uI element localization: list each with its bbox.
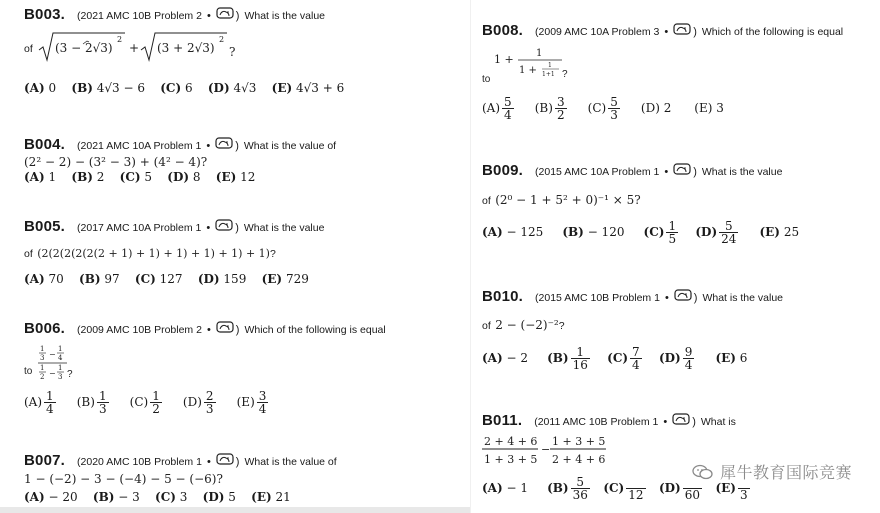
to-label: to	[482, 74, 491, 85]
problem-header	[24, 136, 464, 153]
answer-choices	[24, 390, 270, 415]
choice-numerator: 1	[571, 346, 590, 359]
choice-numerator: 1	[98, 389, 107, 403]
choice-label: (E)	[715, 351, 736, 365]
of-label: of	[24, 248, 33, 260]
svg-text:1: 1	[548, 62, 552, 69]
choice-label: (E)	[236, 395, 255, 409]
problem-header	[482, 412, 877, 429]
question-text: What is the value	[243, 222, 325, 234]
svg-text:(3 + 2√3): (3 + 2√3)	[157, 41, 215, 55]
svg-text:(3 − 2√3): (3 − 2√3)	[55, 41, 113, 55]
svg-text:3: 3	[40, 354, 45, 362]
choice-numerator: 3	[258, 389, 267, 403]
elephant-icon	[215, 219, 233, 231]
choice-label: (B)	[547, 351, 569, 365]
choice-label: (C)	[160, 81, 182, 95]
svg-text:1: 1	[58, 345, 63, 353]
choice-label: (E)	[271, 81, 293, 95]
choice-label: (C)	[134, 272, 156, 286]
close-paren: )	[693, 166, 697, 178]
svg-text:2: 2	[219, 35, 225, 44]
expression: 1 − (−2) − 3 − (−4) − 5 − (−6)?	[24, 472, 223, 486]
choice-label: (A)	[482, 101, 501, 115]
choice-value: 25	[783, 225, 800, 239]
answer-choices	[482, 220, 799, 245]
choice-label: (B)	[79, 272, 101, 286]
close-paren: )	[693, 26, 697, 38]
choice-denominator: 36	[572, 488, 588, 502]
choice-value: 0	[48, 81, 57, 95]
svg-text:1: 1	[40, 345, 45, 353]
svg-text:−: −	[49, 350, 56, 359]
watermark-text: 犀牛教育国际竞赛	[719, 465, 852, 482]
problem-source: (2015 AMC 10A Problem 1	[535, 166, 660, 178]
question-text: What is the value	[244, 10, 326, 22]
choice-denominator: 60	[684, 488, 701, 502]
choice-label: (D)	[658, 481, 681, 495]
svg-text:2: 2	[117, 35, 123, 44]
problem-b006	[24, 320, 464, 430]
expression: (2⁰ − 1 + 5² + 0)⁻¹ × 5?	[495, 193, 641, 207]
problem-header	[24, 320, 464, 337]
choice-denominator: 24	[721, 232, 737, 246]
fraction-difference	[482, 432, 612, 470]
watermark	[692, 460, 852, 483]
answer-choices	[24, 272, 309, 286]
answer-choices	[24, 490, 291, 504]
bottom-bar	[0, 507, 470, 513]
choice-numerator: 5	[571, 476, 590, 489]
expression-row	[482, 316, 565, 334]
close-paren: )	[235, 222, 239, 234]
choice-value: 4√3	[233, 81, 257, 95]
choice-label: (B)	[76, 395, 95, 409]
problem-code: B009.	[482, 162, 524, 179]
choice-value: 4√3 + 6	[296, 81, 345, 95]
expression: (2(2(2(2(2(2 + 1) + 1) + 1) + 1) + 1) + 1)	[37, 247, 270, 260]
wechat-icon	[692, 464, 714, 480]
choice-value: 2	[663, 101, 672, 115]
elephant-icon	[673, 23, 691, 35]
choice-label: (B)	[71, 81, 93, 95]
choice-label: (C)	[129, 395, 149, 409]
answer-choices	[482, 346, 747, 371]
bullet: •	[206, 10, 211, 22]
elephant-icon	[215, 137, 233, 149]
column-divider	[470, 0, 471, 513]
choice-label: (A)	[24, 272, 45, 286]
svg-text:1 + 3 + 5: 1 + 3 + 5	[552, 435, 606, 448]
question-text: What is the value of	[243, 140, 337, 152]
choice-value: 12	[240, 170, 256, 184]
choice-label: (B)	[71, 170, 93, 184]
choice-value: 159	[223, 272, 247, 286]
expression-row	[24, 30, 237, 64]
compound-fraction	[24, 342, 114, 382]
svg-text:1 +: 1 +	[494, 53, 514, 66]
choice-denominator: 3	[98, 402, 107, 416]
choice-value: − 125	[506, 225, 544, 239]
choice-numerator: 5	[504, 95, 512, 109]
choice-denominator: 4	[632, 358, 640, 372]
elephant-icon	[216, 7, 234, 19]
choice-numerator: 5	[610, 95, 618, 109]
svg-text:3: 3	[58, 373, 63, 381]
answer-choices	[24, 170, 255, 184]
svg-text:1: 1	[536, 48, 543, 59]
bullet: •	[664, 166, 669, 178]
svg-text:1 + 3 + 5: 1 + 3 + 5	[484, 453, 538, 466]
choice-value: 3	[179, 490, 188, 504]
choice-denominator: 4	[504, 108, 512, 122]
choice-label: (A)	[24, 170, 45, 184]
of-label: of	[482, 320, 491, 332]
elephant-icon	[674, 289, 692, 301]
problem-b007	[24, 452, 464, 508]
question-text: What is the value	[702, 292, 784, 304]
svg-text:1 +: 1 +	[519, 65, 537, 76]
choice-value: 97	[104, 272, 120, 286]
choice-label: (E)	[251, 490, 272, 504]
problem-source: (2021 AMC 10A Problem 1	[77, 140, 202, 152]
bullet: •	[206, 456, 211, 468]
question-mark: ?	[269, 248, 276, 260]
problem-b009	[482, 162, 877, 262]
choice-label: (D)	[202, 490, 225, 504]
choice-denominator: 16	[572, 358, 588, 372]
choice-label: (E)	[694, 101, 713, 115]
choice-label: (E)	[759, 225, 780, 239]
continued-fraction	[482, 46, 592, 88]
problem-b008	[482, 22, 877, 132]
choice-value: 70	[48, 272, 64, 286]
problem-header	[24, 218, 464, 235]
answer-choices	[482, 96, 724, 121]
problem-header	[24, 452, 464, 469]
choice-value: 21	[275, 490, 291, 504]
choice-label: (A)	[24, 490, 45, 504]
expression-row	[24, 244, 276, 262]
choice-value: 6	[739, 351, 748, 365]
choice-label: (E)	[715, 481, 736, 495]
svg-text:2 + 4 + 6: 2 + 4 + 6	[484, 435, 538, 448]
choice-label: (A)	[482, 481, 503, 495]
choice-value: 729	[285, 272, 309, 286]
choice-denominator: 2	[556, 108, 565, 122]
choice-denominator: 4	[258, 402, 267, 416]
elephant-icon	[672, 413, 690, 425]
problem-source: (2015 AMC 10B Problem 1	[535, 292, 660, 304]
problem-source: (2021 AMC 10B Problem 2	[77, 10, 202, 22]
radical-expression	[37, 30, 237, 64]
bullet: •	[664, 292, 669, 304]
question-text: What is	[700, 416, 736, 428]
choice-numerator: 1	[46, 389, 54, 403]
svg-text:4: 4	[58, 354, 63, 362]
problem-b010	[482, 288, 877, 388]
choice-label: (D)	[640, 101, 660, 115]
choice-label: (A)	[24, 81, 45, 95]
choice-value: 1	[48, 170, 57, 184]
expression: 2 − (−2)⁻²	[495, 318, 559, 332]
answer-choices	[24, 81, 344, 95]
choice-numerator: 1	[668, 219, 677, 233]
choice-value: − 120	[587, 225, 625, 239]
problem-code: B003.	[24, 6, 66, 23]
svg-text:−: −	[49, 369, 56, 378]
choice-value: − 20	[48, 490, 78, 504]
choice-numerator: 3	[556, 95, 565, 109]
choice-denominator: 2	[152, 402, 160, 416]
choice-label: (D)	[658, 351, 681, 365]
problem-header	[482, 288, 877, 305]
elephant-icon	[216, 321, 234, 333]
choice-label: (C)	[587, 101, 607, 115]
problem-header	[482, 162, 877, 179]
bullet: •	[206, 324, 211, 336]
choice-denominator: 3	[610, 108, 618, 122]
choice-numerator: 7	[632, 345, 640, 359]
svg-text:?: ?	[562, 69, 568, 80]
elephant-icon	[216, 453, 234, 465]
close-paren: )	[235, 456, 240, 468]
choice-value: 8	[192, 170, 201, 184]
choice-label: (D)	[197, 272, 220, 286]
problem-source: (2009 AMC 10B Problem 2	[77, 324, 202, 336]
choice-numerator: 1	[152, 389, 160, 403]
problem-source: (2017 AMC 10A Problem 1	[77, 222, 202, 234]
choice-label: (B)	[534, 101, 553, 115]
problem-header	[24, 6, 464, 23]
problem-b005	[24, 218, 464, 288]
of-label: of	[482, 195, 491, 207]
choice-denominator: 3	[205, 402, 214, 416]
choice-label: (D)	[182, 395, 202, 409]
problem-code: B008.	[482, 22, 524, 39]
close-paren: )	[693, 292, 698, 304]
svg-text:1+1: 1+1	[542, 71, 555, 78]
svg-text:?: ?	[67, 369, 73, 380]
choice-value: 3	[716, 101, 724, 115]
close-paren: )	[692, 416, 696, 428]
choice-numerator: 5	[719, 220, 738, 233]
choice-label: (C)	[607, 351, 629, 365]
choice-denominator: 4	[46, 402, 54, 416]
choice-label: (C)	[643, 225, 665, 239]
choice-value: 2	[96, 170, 105, 184]
problem-code: B011.	[482, 412, 523, 429]
problem-code: B005.	[24, 218, 66, 235]
choice-label: (B)	[562, 225, 584, 239]
choice-value: 5	[144, 170, 153, 184]
choice-label: (D)	[207, 81, 230, 95]
choice-label: (D)	[695, 225, 718, 239]
choice-value: − 2	[506, 351, 529, 365]
svg-text:2: 2	[40, 373, 45, 381]
choice-label: (E)	[215, 170, 237, 184]
problem-source: (2009 AMC 10A Problem 3	[535, 26, 660, 38]
choice-denominator: 12	[628, 488, 644, 502]
bullet: •	[663, 416, 668, 428]
svg-text:1: 1	[40, 364, 45, 372]
choice-value: 5	[228, 490, 236, 504]
svg-text:?: ?	[229, 45, 236, 59]
choice-value: 4√3 − 6	[96, 81, 145, 95]
expression-row	[482, 191, 641, 209]
choice-label: (A)	[482, 351, 503, 365]
svg-text:2 + 4 + 6: 2 + 4 + 6	[552, 453, 606, 466]
problem-b003	[24, 6, 464, 106]
choice-numerator: 9	[684, 345, 693, 359]
problem-b004	[24, 136, 464, 196]
of-label: of	[24, 43, 33, 55]
bullet: •	[206, 222, 211, 234]
question-text: Which of the following is equal	[701, 26, 844, 38]
question-text: What is the value	[701, 166, 783, 178]
choice-value: − 3	[118, 490, 140, 504]
svg-text:−: −	[541, 443, 551, 456]
problem-source: (2011 AMC 10B Problem 1	[534, 416, 659, 428]
choice-value: 127	[159, 272, 183, 286]
problem-source: (2020 AMC 10B Problem 1	[77, 456, 202, 468]
choice-label: (B)	[547, 481, 569, 495]
problem-code: B007.	[24, 452, 66, 469]
choice-label: (D)	[167, 170, 190, 184]
svg-text:+: +	[129, 41, 140, 55]
choice-label: (B)	[92, 490, 115, 504]
close-paren: )	[235, 10, 240, 22]
expression: (2² − 2) − (3² − 3) + (4² − 4)?	[24, 155, 208, 169]
problem-code: B010.	[482, 288, 524, 305]
choice-label: (E)	[261, 272, 283, 286]
choice-label: (A)	[24, 395, 43, 409]
question-mark: ?	[558, 320, 565, 332]
question-text: What is the value of	[244, 456, 337, 468]
problem-header	[482, 22, 877, 39]
choice-label: (C)	[119, 170, 141, 184]
bullet: •	[206, 140, 211, 152]
close-paren: )	[235, 140, 239, 152]
choice-denominator: 5	[668, 232, 677, 246]
problem-code: B004.	[24, 136, 66, 153]
choice-label: (A)	[482, 225, 503, 239]
choice-numerator: 2	[205, 389, 214, 403]
to-label: to	[24, 366, 33, 377]
choice-value: − 1	[506, 481, 529, 495]
choice-label: (C)	[155, 490, 176, 504]
question-text: Which of the following is equal	[244, 324, 386, 336]
svg-text:1: 1	[58, 364, 63, 372]
problem-code: B006.	[24, 320, 66, 337]
choice-label: (C)	[603, 481, 625, 495]
close-paren: )	[235, 324, 240, 336]
choice-value: 6	[184, 81, 193, 95]
elephant-icon	[673, 163, 691, 175]
choice-denominator: 4	[684, 358, 693, 372]
choice-denominator: 3	[739, 488, 748, 502]
bullet: •	[664, 26, 669, 38]
